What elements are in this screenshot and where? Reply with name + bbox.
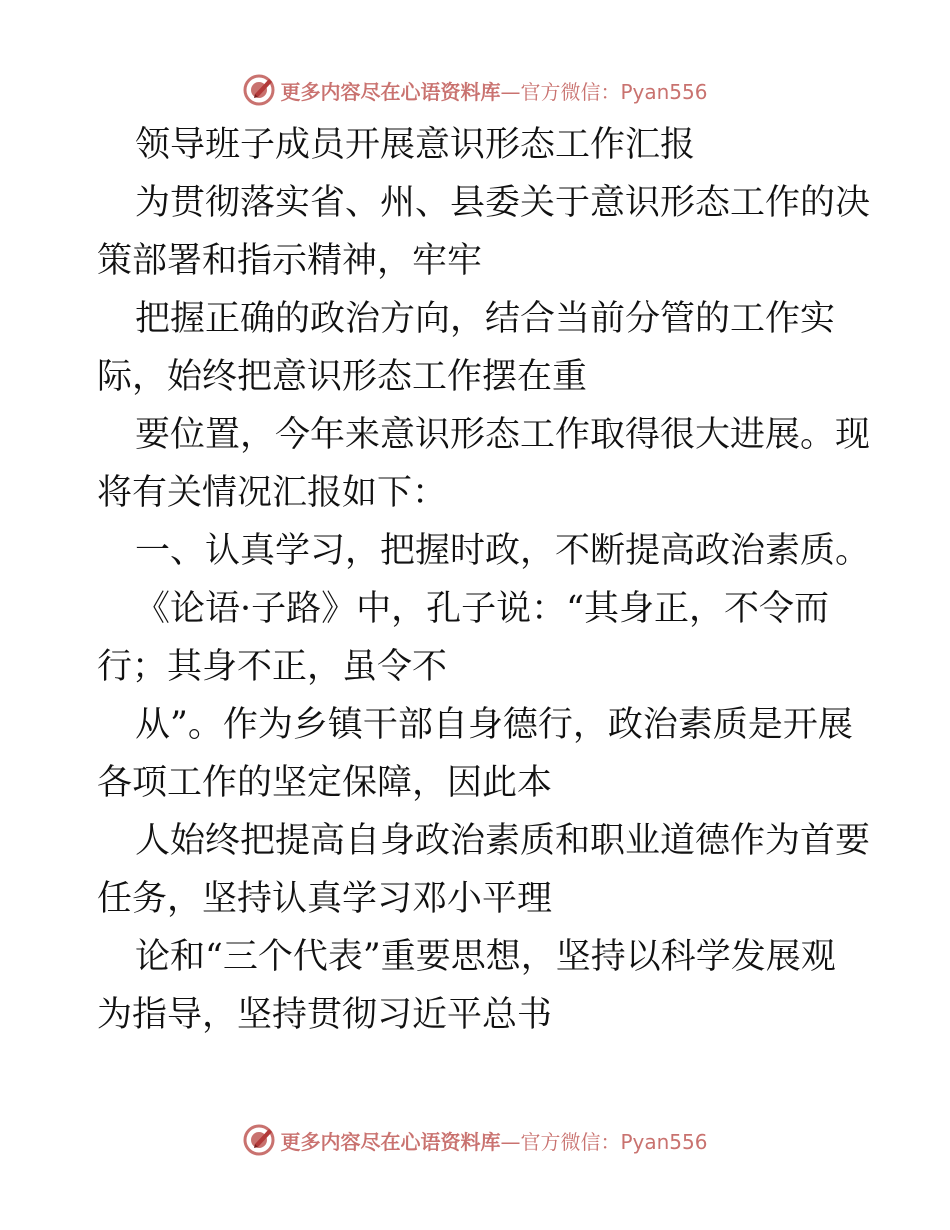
footer-watermark-banner: [0, 1120, 950, 1160]
section-heading: 一、认真学习，把握时政，不断提高政治素质。: [135, 531, 871, 571]
pen-logo-icon: [242, 1123, 276, 1157]
header-watermark-banner: [0, 70, 950, 110]
paragraph-line: 要位置，今年来意识形态工作取得很大进展。现: [135, 415, 871, 455]
paragraph-line: 论和“三个代表”重要思想，坚持以科学发展观: [135, 937, 836, 977]
paragraph-line: 策部署和指示精神，牢牢: [97, 241, 483, 281]
paragraph-line: 为指导，坚持贯彻习近平总书: [97, 995, 553, 1035]
document-title: 领导班子成员开展意识形态工作汇报: [135, 125, 696, 165]
paragraph-line: 《论语·子路》中，孔子说：“其身正，不令而: [135, 589, 830, 629]
document-body: [97, 116, 871, 1044]
paragraph-line: 各项工作的坚定保障，因此本: [97, 763, 553, 803]
paragraph-line: 任务，坚持认真学习邓小平理: [97, 879, 553, 919]
paragraph-line: 行；其身不正，虽令不: [97, 647, 448, 687]
banner-main-text: 更多内容尽在心语资料库: [280, 1129, 501, 1154]
banner-contact-text: —官方微信：Pyan556: [500, 1129, 708, 1154]
banner-contact-text: —官方微信：Pyan556: [500, 79, 708, 104]
pen-logo-icon: [242, 73, 276, 107]
paragraph-line: 把握正确的政治方向，结合当前分管的工作实: [135, 299, 836, 339]
paragraph-line: 为贯彻落实省、州、县委关于意识形态工作的决: [135, 183, 871, 223]
paragraph-line: 将有关情况汇报如下：: [97, 473, 448, 513]
paragraph-line: 际，始终把意识形态工作摆在重: [97, 357, 588, 397]
banner-main-text: 更多内容尽在心语资料库: [280, 79, 501, 104]
paragraph-line: 人始终把提高自身政治素质和职业道德作为首要: [135, 821, 871, 861]
paragraph-line: 从”。作为乡镇干部自身德行，政治素质是开展: [135, 705, 853, 745]
